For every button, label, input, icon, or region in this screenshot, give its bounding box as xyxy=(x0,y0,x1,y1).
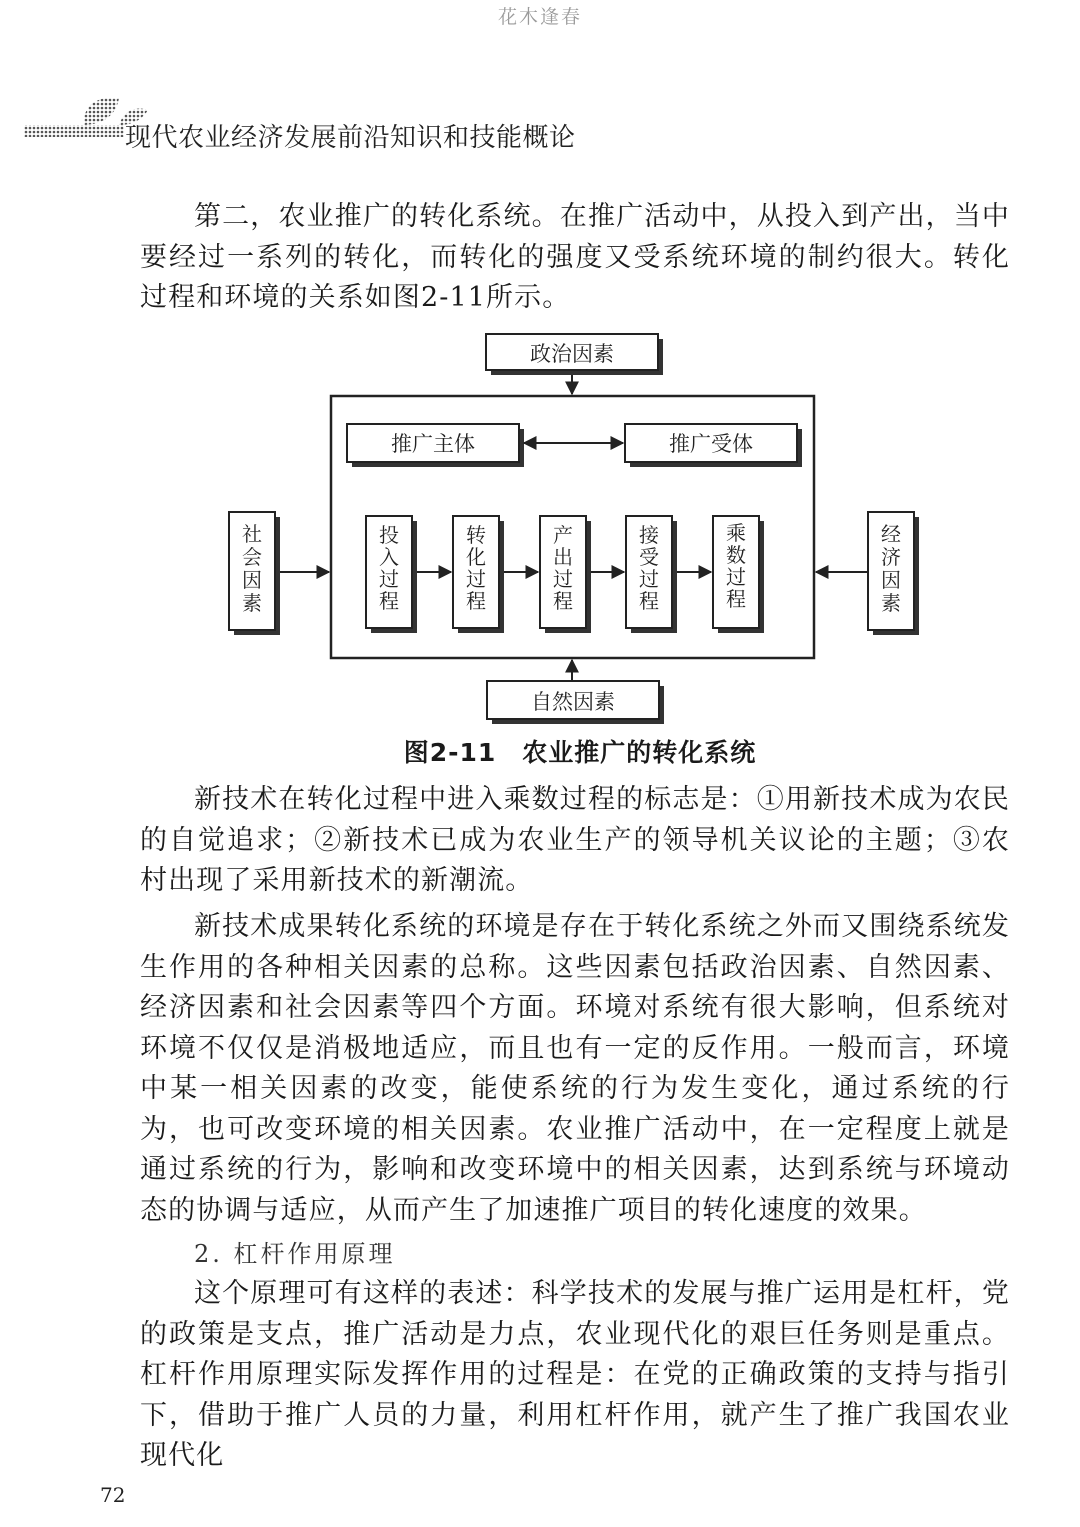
process-char: 受 xyxy=(639,545,659,569)
transformation-system-diagram xyxy=(0,0,1080,730)
social-factor-char: 因 xyxy=(242,568,262,592)
process-char: 数 xyxy=(726,543,746,567)
process-char: 产 xyxy=(553,523,573,547)
multiplier-process-box xyxy=(713,516,764,633)
economic-factor-char: 素 xyxy=(881,591,901,615)
process-char: 出 xyxy=(553,545,573,569)
process-char: 过 xyxy=(466,567,486,591)
process-char: 过 xyxy=(553,567,573,591)
page-number: 72 xyxy=(100,1483,126,1507)
process-char: 化 xyxy=(466,545,486,569)
economic-factor-char: 济 xyxy=(881,545,901,569)
process-char: 过 xyxy=(639,567,659,591)
paragraph-transformation-system: 第二，农业推广的转化系统。在推广活动中，从投入到产出，当中要经过一系列的转化，而转化的强度又受系统环境的制约很大。转化过程和环境的关系如图2-11所示。 xyxy=(140,201,1010,313)
acceptance-process-box xyxy=(626,516,677,633)
process-char: 过 xyxy=(726,565,746,589)
process-char: 接 xyxy=(639,523,659,547)
watermark-text: 花木逢春 xyxy=(497,6,582,28)
social-factor-char: 会 xyxy=(242,545,262,569)
paragraph-system-environment: 新技术成果转化系统的环境是存在于转化系统之外而又围绕系统发生作用的各种相关因素的总称。这些因素包括政治因素、自然因素、经济因素和社会因素等四个方面。环境对系统有很大影响，但系统对环境不仅仅是消极地适应，而且也有一定的反作用。一般而言，环境中某一相关因素的改变，能使系统的行为发生变化，通过系统的行为，也可改变环境的相关因素。农业推广活动中，在一定程度上就是通过系统的行为，影响和改变环境中的相关因素，达到系统与环境动态的协调与适应，从而产生了加速推广项目的转化速度的效果。 xyxy=(140,911,1010,1226)
process-char: 程 xyxy=(639,589,659,613)
promotion-recipient-label: 推广受体 xyxy=(669,432,753,456)
natural-factor-label: 自然因素 xyxy=(531,690,615,714)
promotion-recipient-box xyxy=(625,424,802,467)
process-char: 程 xyxy=(553,589,573,613)
output-process-box xyxy=(540,516,591,633)
natural-factor-box xyxy=(487,681,664,724)
paragraph-multiplier-signs: 新技术在转化过程中进入乘数过程的标志是：①用新技术成为农民的自觉追求；②新技术已成为农业生产的领导机关议论的主题；③农村出现了采用新技术的新潮流。 xyxy=(140,784,1010,896)
social-factor-box xyxy=(229,512,280,635)
section-subheading: 2. 杠杆作用原理 xyxy=(194,1240,396,1268)
input-process-box xyxy=(366,516,417,633)
economic-factor-char: 经 xyxy=(881,522,901,546)
process-char: 程 xyxy=(379,589,399,613)
process-char: 投 xyxy=(379,523,399,547)
book-title: 现代农业经济发展前沿知识和技能概论 xyxy=(125,123,576,153)
process-char: 入 xyxy=(379,545,399,569)
economic-factor-char: 因 xyxy=(881,568,901,592)
promotion-subject-box xyxy=(347,424,524,467)
paragraph-leverage-principle: 这个原理可有这样的表述：科学技术的发展与推广运用是杠杆，党的政策是支点，推广活动是力点，农业现代化的艰巨任务则是重点。杠杆作用原理实际发挥作用的过程是：在党的正确政策的支持与指引下，借助于推广人员的力量，利用杠杆作用，就产生了推广我国农业现代化 xyxy=(140,1278,1010,1471)
process-char: 程 xyxy=(726,587,746,611)
process-char: 过 xyxy=(379,567,399,591)
economic-factor-box xyxy=(868,512,919,635)
political-factor-box xyxy=(486,334,663,375)
social-factor-char: 素 xyxy=(242,591,262,615)
political-factor-label: 政治因素 xyxy=(530,342,614,366)
process-char: 程 xyxy=(466,589,486,613)
figure-caption: 图2-11 农业推广的转化系统 xyxy=(403,738,757,767)
transformation-process-box xyxy=(453,516,504,633)
promotion-subject-label: 推广主体 xyxy=(391,432,475,456)
process-char: 转 xyxy=(466,523,486,547)
process-char: 乘 xyxy=(726,521,746,545)
social-factor-char: 社 xyxy=(242,522,262,546)
